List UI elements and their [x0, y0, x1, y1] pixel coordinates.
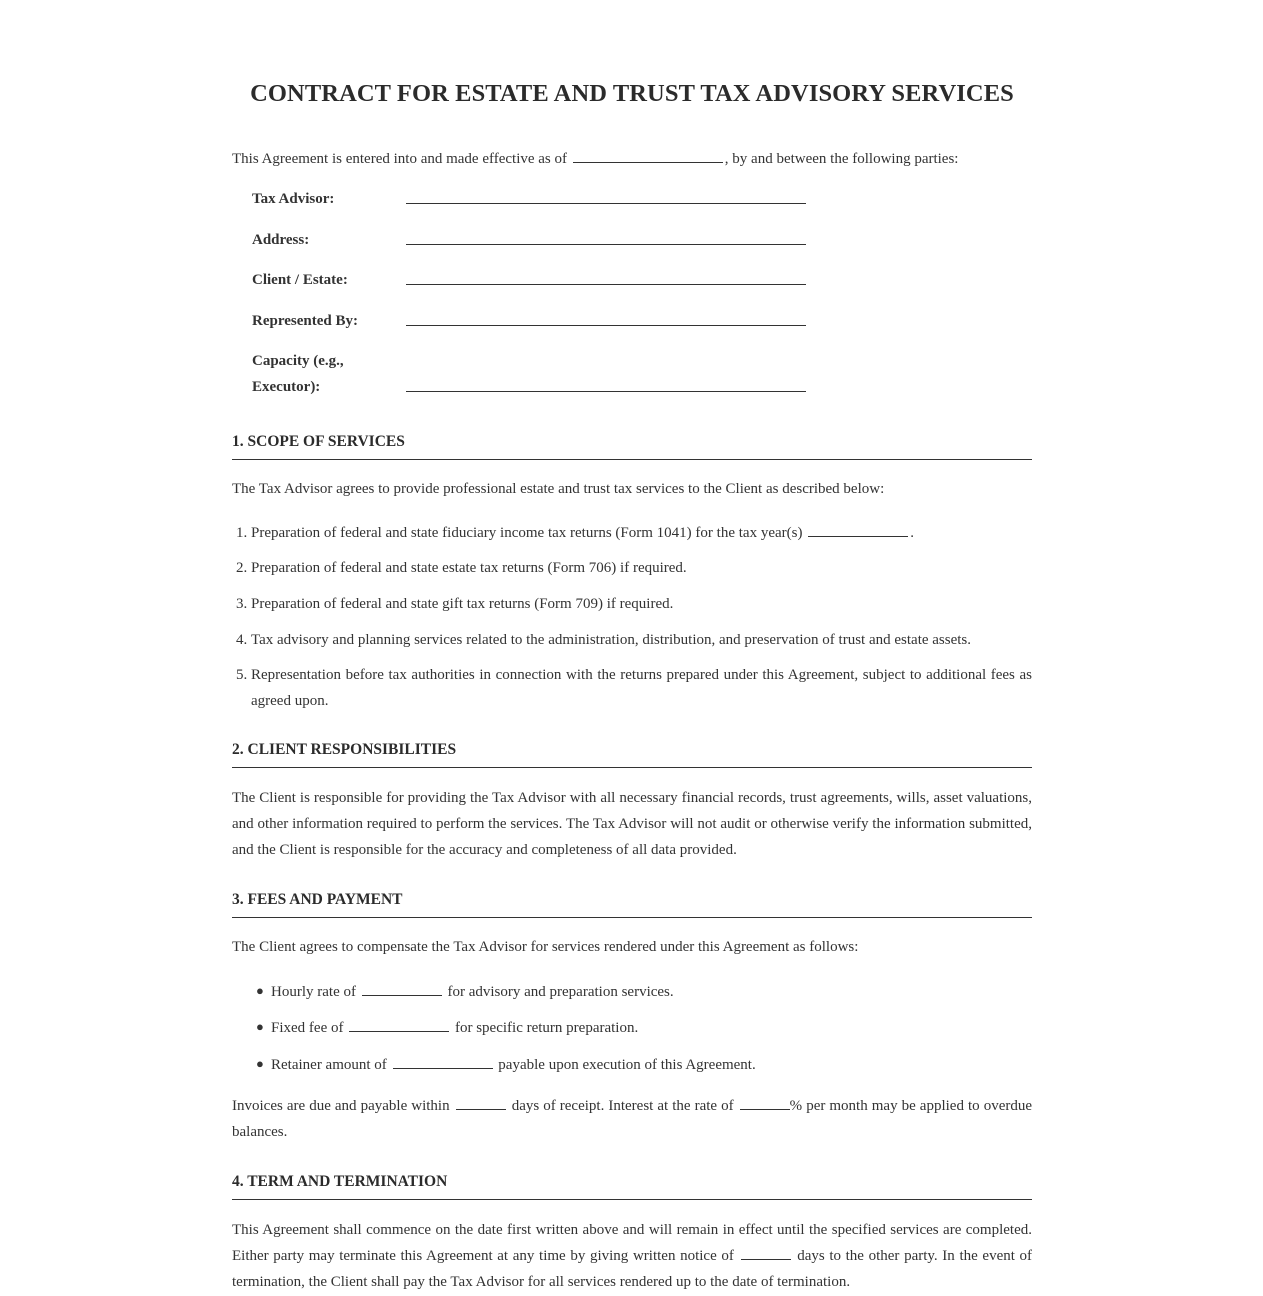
invoice-text-2: days of receipt. Interest at the rate of [511, 1098, 734, 1114]
hourly-rate-blank[interactable] [362, 980, 442, 996]
retainer-blank[interactable] [393, 1053, 493, 1069]
fees-intro: The Client agrees to compensate the Tax Advisor for services rendered under this Agreement as follows: [232, 939, 859, 955]
invoice-text-3: % per month may be applied to overdue balances. [232, 1098, 1033, 1140]
bullet-icon: ● [256, 1019, 264, 1034]
intro-text-after: , by and between the following parties: [724, 151, 959, 167]
scope-item-1-text: Preparation of federal and state fiduciary income tax returns (Form 1041) for the tax year(s) [251, 525, 803, 541]
effective-date-blank[interactable] [573, 147, 723, 163]
bullet-icon: ● [256, 983, 264, 998]
list-number: 2. [236, 560, 248, 576]
section-heading-term: 4. TERM AND TERMINATION [232, 1173, 1032, 1200]
term-text-2: days to the other party. In the event of termination, the Client shall pay the Tax Advisor for all services rendered up to the date of termination. [232, 1247, 1033, 1290]
fixed-fee-blank[interactable] [349, 1016, 449, 1032]
term-body [232, 1218, 1032, 1295]
list-text [251, 520, 1032, 546]
scope-item-1-period: . [910, 525, 914, 541]
address-blank[interactable] [406, 244, 806, 245]
section-heading-fees: 3. FEES AND PAYMENT [232, 891, 1032, 918]
intro-text-before: This Agreement is entered into and made effective as of [232, 151, 568, 167]
hourly-rate-label: Hourly rate of [271, 984, 356, 1000]
retainer-label: Retainer amount of [271, 1057, 387, 1073]
tax-advisor-blank[interactable] [406, 203, 806, 204]
bullet-text [271, 980, 674, 1003]
retainer-suffix: payable upon execution of this Agreement. [498, 1057, 756, 1073]
party-label-tax-advisor: Tax Advisor: [252, 191, 335, 207]
interest-rate-blank[interactable] [740, 1094, 790, 1110]
hourly-rate-suffix: for advisory and preparation services. [447, 984, 674, 1000]
notice-days-blank[interactable] [741, 1244, 791, 1260]
fixed-fee-suffix: for specific return preparation. [454, 1020, 639, 1036]
party-label-represented-by: Represented By: [252, 313, 358, 329]
term-text-1: This Agreement shall commence on the date first written above and will remain in effect until the specified services are completed. Either party may terminate this Agreement at any time by giving written notice of [232, 1222, 1032, 1264]
list-number: 5. [236, 667, 248, 683]
list-number: 3. [236, 596, 248, 612]
party-label-capacity-line2: Executor): [252, 379, 321, 395]
scope-item-5-text: Representation before tax authorities in connection with the returns prepared under this Agreement, subject to additional fees as agreed upon. [251, 667, 1032, 709]
scope-intro: The Tax Advisor agrees to provide professional estate and trust tax services to the Client as described below: [232, 481, 885, 497]
scope-item-4-text: Tax advisory and planning services related to the administration, distribution, and preservation of trust and estate assets. [251, 632, 972, 648]
party-label-client-estate: Client / Estate: [252, 272, 348, 288]
bullet-icon: ● [256, 1056, 264, 1071]
section-heading-client-responsibilities: 2. CLIENT RESPONSIBILITIES [232, 741, 1032, 768]
invoice-terms [232, 1094, 1032, 1146]
represented-by-blank[interactable] [406, 325, 806, 326]
scope-item-2-text: Preparation of federal and state estate tax returns (Form 706) if required. [251, 560, 687, 576]
scope-item-3-text: Preparation of federal and state gift tax returns (Form 709) if required. [251, 596, 674, 612]
client-estate-blank[interactable] [406, 284, 806, 285]
party-label-capacity-line1: Capacity (e.g., [252, 353, 344, 369]
list-number: 1. [236, 525, 248, 541]
fixed-fee-label: Fixed fee of [271, 1020, 344, 1036]
list-number: 4. [236, 632, 248, 648]
invoice-text-1: Invoices are due and payable within [232, 1098, 450, 1114]
document-title: CONTRACT FOR ESTATE AND TRUST TAX ADVISORY SERVICES [250, 80, 1014, 107]
tax-years-blank[interactable] [808, 521, 908, 537]
capacity-blank[interactable] [406, 391, 806, 392]
bullet-text [271, 1053, 756, 1076]
party-label-address: Address: [252, 232, 310, 248]
intro-paragraph [232, 147, 1032, 170]
section-heading-scope: 1. SCOPE OF SERVICES [232, 433, 1032, 460]
client-responsibilities-body: The Client is responsible for providing the Tax Advisor with all necessary financial records, trust agreements, wills, asset valuations, and other information required to perform the services. The Tax Advisor will not audit or otherwise verify the information submitted, and the Client is responsible for the accuracy and completeness of all data provided. [232, 790, 1032, 858]
bullet-text [271, 1016, 638, 1039]
payment-days-blank[interactable] [456, 1094, 506, 1110]
